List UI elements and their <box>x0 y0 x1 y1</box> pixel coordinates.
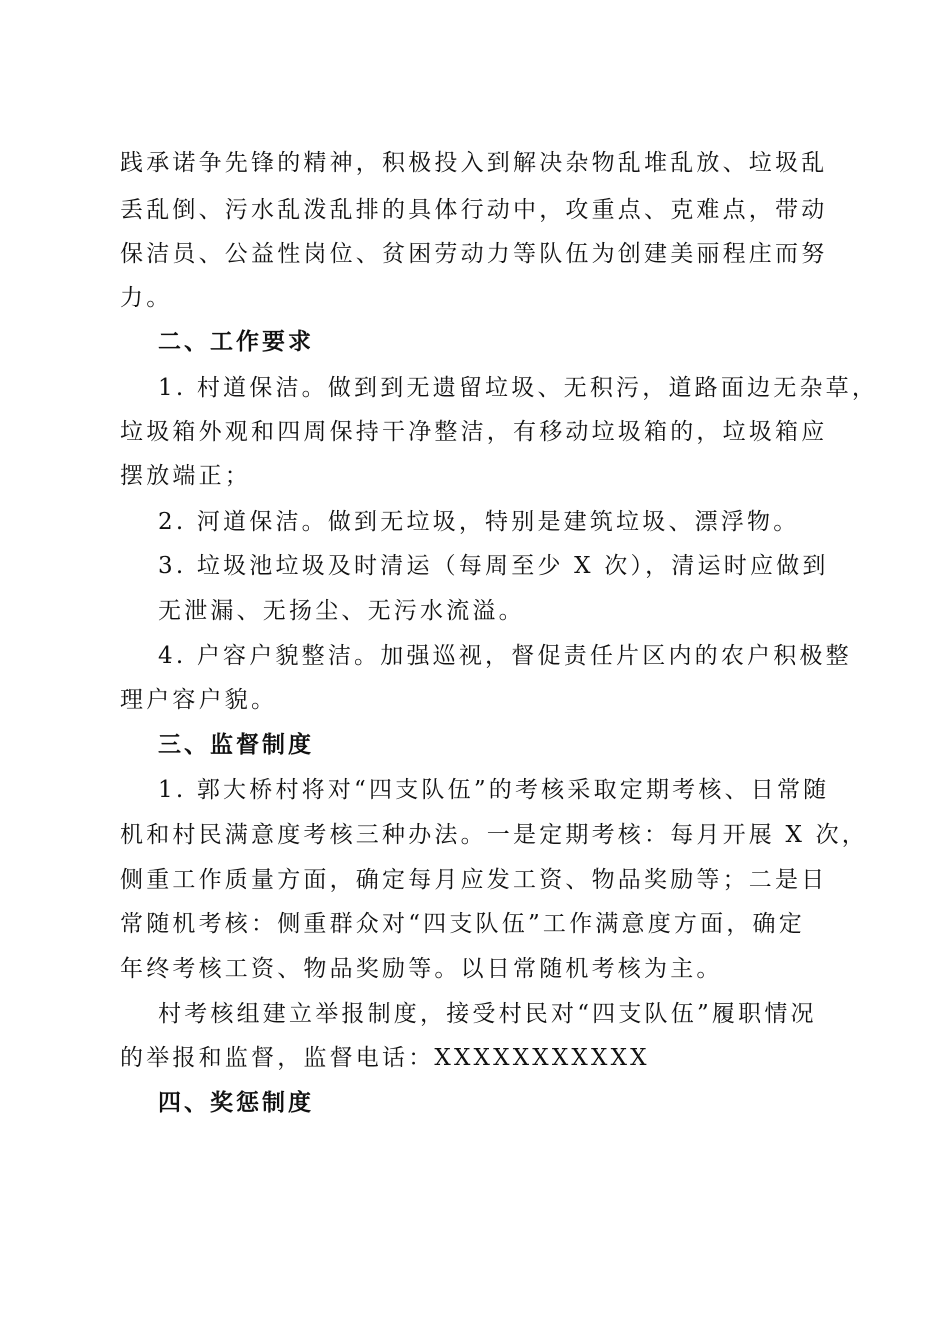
section-heading-supervision: 三、监督制度 <box>158 732 314 758</box>
intro-line-3: 保洁员、公益性岗位、贫困劳动力等队伍为创建美丽程庄而努 <box>120 241 828 267</box>
requirement-1-line-3: 摆放端正； <box>120 463 251 489</box>
intro-line-4: 力。 <box>120 285 173 311</box>
requirement-4-line-1: 4. 户容户貌整洁。加强巡视，督促责任片区内的农户积极整 <box>158 643 852 669</box>
requirement-4-line-2: 理户容户貌。 <box>120 687 278 713</box>
supervision-1-line-3: 侧重工作质量方面，确定每月应发工资、物品奖励等；二是日 <box>120 867 828 893</box>
requirement-1-line-1: 1. 村道保洁。做到到无遗留垃圾、无积污，道路面边无杂草， <box>158 375 879 401</box>
report-system-line-2: 的举报和监督，监督电话：XXXXXXXXXXX <box>120 1045 650 1071</box>
intro-line-2: 丢乱倒、污水乱泼乱排的具体行动中，攻重点、克难点，带动 <box>120 197 828 223</box>
intro-line-1: 践承诺争先锋的精神，积极投入到解决杂物乱堆乱放、垃圾乱 <box>120 150 828 176</box>
requirement-3-line-1: 3. 垃圾池垃圾及时清运（每周至少 X 次），清运时应做到 <box>158 553 829 579</box>
requirement-1-line-2: 垃圾箱外观和四周保持干净整洁，有移动垃圾箱的，垃圾箱应 <box>120 419 828 445</box>
supervision-1-line-4: 常随机考核：侧重群众对“四支队伍”工作满意度方面，确定 <box>120 911 805 937</box>
section-heading-rewards: 四、奖惩制度 <box>158 1090 314 1116</box>
requirement-2: 2. 河道保洁。做到无垃圾，特别是建筑垃圾、漂浮物。 <box>158 509 800 535</box>
supervision-1-line-1: 1. 郭大桥村将对“四支队伍”的考核采取定期考核、日常随 <box>158 777 830 803</box>
supervision-1-line-5: 年终考核工资、物品奖励等。以日常随机考核为主。 <box>120 956 723 982</box>
supervision-1-line-2: 机和村民满意度考核三种办法。一是定期考核：每月开展 X 次， <box>120 822 868 848</box>
report-system-line-1: 村考核组建立举报制度，接受村民对“四支队伍”履职情况 <box>158 1001 817 1027</box>
section-heading-requirements: 二、工作要求 <box>158 329 314 355</box>
requirement-3-line-2: 无泄漏、无扬尘、无污水流溢。 <box>158 598 525 624</box>
